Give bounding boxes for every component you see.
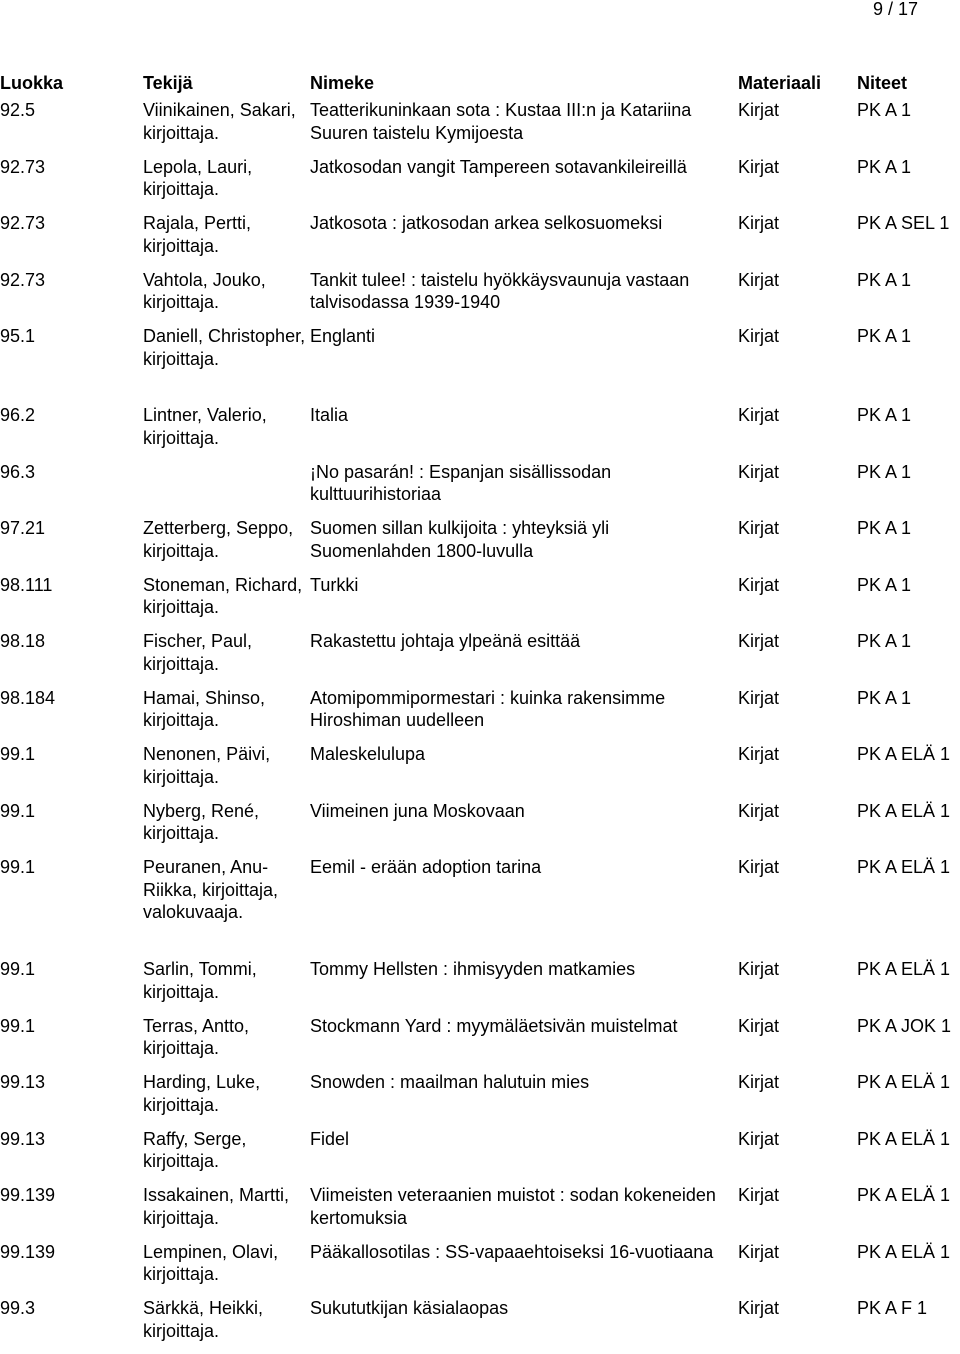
cell-luokka: 99.1 xyxy=(0,857,36,877)
table-row xyxy=(0,856,960,958)
cell-luokka: 98.184 xyxy=(0,687,56,708)
cell-materiaali: Kirjat xyxy=(738,800,780,821)
table-row xyxy=(0,99,960,156)
cell-niteet: PK A ELÄ 1 xyxy=(857,744,951,764)
cell-nimeke: Rakastettu johtaja ylpeänä esittää xyxy=(310,631,581,651)
cell-luokka: 98.111 xyxy=(0,574,53,595)
cell-luokka: 92.73 xyxy=(0,213,46,233)
cell-materiaali: Kirjat xyxy=(738,213,780,233)
table-row xyxy=(0,1128,960,1185)
page-number: 9 / 17 xyxy=(872,0,918,19)
cell-luokka: 99.13 xyxy=(0,1072,46,1092)
cell-tekija: Harding, Luke, kirjoittaja. xyxy=(143,1072,261,1115)
cell-niteet: PK A F 1 xyxy=(857,1298,928,1318)
cell-niteet: PK A 1 xyxy=(857,631,912,651)
cell-niteet: PK A 1 xyxy=(857,405,912,425)
cell-nimeke: Fidel xyxy=(310,1128,350,1149)
cell-niteet: PK A ELÄ 1 xyxy=(857,959,951,979)
table-row xyxy=(0,461,960,518)
cell-niteet: PK A ELÄ 1 xyxy=(857,800,951,821)
table-row xyxy=(0,269,960,326)
table-row xyxy=(0,743,960,800)
cell-tekija: Raffy, Serge, kirjoittaja. xyxy=(143,1128,247,1171)
cell-nimeke: Turkki xyxy=(310,574,359,595)
cell-niteet: PK A ELÄ 1 xyxy=(857,1241,951,1262)
cell-luokka: 99.13 xyxy=(0,1128,46,1149)
cell-luokka: 99.139 xyxy=(0,1241,56,1262)
cell-luokka: 99.1 xyxy=(0,800,36,821)
cell-tekija: Fischer, Paul, kirjoittaja. xyxy=(143,631,253,674)
cell-niteet: PK A 1 xyxy=(857,100,912,120)
cell-niteet: PK A ELÄ 1 xyxy=(857,857,951,877)
cell-niteet: PK A 1 xyxy=(857,518,912,538)
header-niteet: Niteet xyxy=(857,73,908,93)
table-row xyxy=(0,958,960,1015)
table-row xyxy=(0,325,960,404)
table-row xyxy=(0,574,960,631)
cell-luokka: 99.3 xyxy=(0,1298,36,1318)
cell-luokka: 92.73 xyxy=(0,269,46,290)
cell-tekija: Hamai, Shinso, kirjoittaja. xyxy=(143,687,266,730)
cell-nimeke: Jatkosodan vangit Tampereen sotavankileireillä xyxy=(310,156,687,177)
header-luokka: Luokka xyxy=(0,73,64,93)
cell-luokka: 99.1 xyxy=(0,1015,36,1036)
cell-tekija: Nyberg, René, kirjoittaja. xyxy=(143,800,260,843)
cell-tekija: Issakainen, Martti, kirjoittaja. xyxy=(143,1185,290,1228)
cell-luokka: 99.1 xyxy=(0,744,36,764)
cell-tekija: Viinikainen, Sakari, kirjoittaja. xyxy=(143,100,296,143)
cell-nimeke: Maleskelulupa xyxy=(310,744,426,764)
table-row xyxy=(0,687,960,744)
cell-tekija: Lintner, Valerio, kirjoittaja. xyxy=(143,405,267,448)
table-row xyxy=(0,1015,960,1072)
cell-niteet: PK A 1 xyxy=(857,687,912,708)
cell-niteet: PK A 1 xyxy=(857,574,912,595)
cell-nimeke: Stockmann Yard : myymäläetsivän muistelmat xyxy=(310,1015,678,1036)
cell-nimeke: ¡No pasarán! : Espanjan sisällissodan kulttuurihistoriaa xyxy=(310,461,612,504)
table-row xyxy=(0,404,960,461)
table-row xyxy=(0,1184,960,1241)
cell-materiaali: Kirjat xyxy=(738,1241,780,1262)
cell-niteet: PK A JOK 1 xyxy=(857,1015,952,1036)
cell-luokka: 96.2 xyxy=(0,405,36,425)
cell-tekija: Daniell, Christopher, kirjoittaja. xyxy=(143,326,306,369)
cell-luokka: 97.21 xyxy=(0,518,46,538)
cell-materiaali: Kirjat xyxy=(738,269,780,290)
header-materiaali: Materiaali xyxy=(738,73,822,93)
table-row xyxy=(0,517,960,574)
cell-tekija: Lepola, Lauri, kirjoittaja. xyxy=(143,156,253,199)
cell-niteet: PK A 1 xyxy=(857,156,912,177)
cell-niteet: PK A ELÄ 1 xyxy=(857,1128,951,1149)
table-row xyxy=(0,1297,960,1354)
cell-nimeke: Eemil - erään adoption tarina xyxy=(310,857,542,877)
cell-luokka: 98.18 xyxy=(0,631,46,651)
cell-materiaali: Kirjat xyxy=(738,1015,780,1036)
cell-luokka: 92.5 xyxy=(0,100,36,120)
cell-materiaali: Kirjat xyxy=(738,959,780,979)
cell-tekija: Terras, Antto, kirjoittaja. xyxy=(143,1015,250,1058)
cell-nimeke: Viimeinen juna Moskovaan xyxy=(310,800,525,821)
cell-tekija: Sarlin, Tommi, kirjoittaja. xyxy=(143,959,257,1002)
cell-niteet: PK A SEL 1 xyxy=(857,213,950,233)
cell-nimeke: Tankit tulee! : taistelu hyökkäysvaunuja vastaan talvisodassa 1939-1940 xyxy=(310,269,690,312)
cell-materiaali: Kirjat xyxy=(738,744,780,764)
cell-materiaali: Kirjat xyxy=(738,1298,780,1318)
cell-luokka: 95.1 xyxy=(0,326,36,346)
cell-tekija: Vahtola, Jouko, kirjoittaja. xyxy=(143,269,266,312)
table-row xyxy=(0,156,960,213)
cell-tekija: Stoneman, Richard, kirjoittaja. xyxy=(143,574,303,617)
cell-niteet: PK A 1 xyxy=(857,461,912,482)
table-row xyxy=(0,1071,960,1128)
cell-luokka: 96.3 xyxy=(0,461,36,482)
cell-niteet: PK A 1 xyxy=(857,326,912,346)
table-row xyxy=(0,1241,960,1298)
cell-nimeke: Snowden : maailman halutuin mies xyxy=(310,1072,590,1092)
cell-nimeke: Viimeisten veteraanien muistot : sodan kokeneiden kertomuksia xyxy=(310,1185,716,1228)
table-row xyxy=(0,212,960,269)
header-nimeke: Nimeke xyxy=(310,73,375,93)
cell-materiaali: Kirjat xyxy=(738,518,780,538)
table-row xyxy=(0,800,960,857)
cell-tekija: Peuranen, Anu-Riikka, kirjoittaja, valokuvaaja. xyxy=(143,857,279,922)
cell-nimeke: Jatkosota : jatkosodan arkea selkosuomeksi xyxy=(310,213,663,233)
cell-tekija: Särkkä, Heikki, kirjoittaja. xyxy=(143,1298,264,1341)
cell-niteet: PK A 1 xyxy=(857,269,912,290)
cell-materiaali: Kirjat xyxy=(738,1185,780,1205)
cell-materiaali: Kirjat xyxy=(738,1072,780,1092)
cell-nimeke: Tommy Hellsten : ihmisyyden matkamies xyxy=(310,959,636,979)
cell-niteet: PK A ELÄ 1 xyxy=(857,1072,951,1092)
cell-materiaali: Kirjat xyxy=(738,461,780,482)
cell-nimeke: Sukututkijan käsialaopas xyxy=(310,1298,509,1318)
cell-luokka: 99.1 xyxy=(0,959,36,979)
header-tekija: Tekijä xyxy=(143,73,193,93)
cell-nimeke: Atomipommipormestari : kuinka rakensimme Hiroshiman uudelleen xyxy=(310,687,666,730)
cell-materiaali: Kirjat xyxy=(738,100,780,120)
cell-materiaali: Kirjat xyxy=(738,326,780,346)
cell-luokka: 99.139 xyxy=(0,1185,56,1205)
cell-tekija: Nenonen, Päivi, kirjoittaja. xyxy=(143,744,271,787)
cell-tekija: Rajala, Pertti, kirjoittaja. xyxy=(143,213,252,256)
cell-nimeke: Englanti xyxy=(310,326,376,346)
cell-materiaali: Kirjat xyxy=(738,857,780,877)
cell-materiaali: Kirjat xyxy=(738,1128,780,1149)
cell-materiaali: Kirjat xyxy=(738,574,780,595)
table-row xyxy=(0,630,960,687)
cell-materiaali: Kirjat xyxy=(738,631,780,651)
cell-nimeke: Pääkallosotilas : SS-vapaaehtoiseksi 16-vuotiaana xyxy=(310,1241,714,1262)
cell-materiaali: Kirjat xyxy=(738,405,780,425)
cell-niteet: PK A ELÄ 1 xyxy=(857,1185,951,1205)
cell-nimeke: Teatterikuninkaan sota : Kustaa III:n ja Katariina Suuren taistelu Kymijoesta xyxy=(310,100,692,143)
cell-materiaali: Kirjat xyxy=(738,687,780,708)
cell-materiaali: Kirjat xyxy=(738,156,780,177)
table-body xyxy=(0,99,960,1354)
cell-tekija: Lempinen, Olavi, kirjoittaja. xyxy=(143,1241,279,1284)
cell-luokka: 92.73 xyxy=(0,156,46,177)
cell-tekija: Zetterberg, Seppo, kirjoittaja. xyxy=(143,518,294,561)
cell-nimeke: Suomen sillan kulkijoita : yhteyksiä yli Suomenlahden 1800-luvulla xyxy=(310,518,610,561)
cell-nimeke: Italia xyxy=(310,405,349,425)
